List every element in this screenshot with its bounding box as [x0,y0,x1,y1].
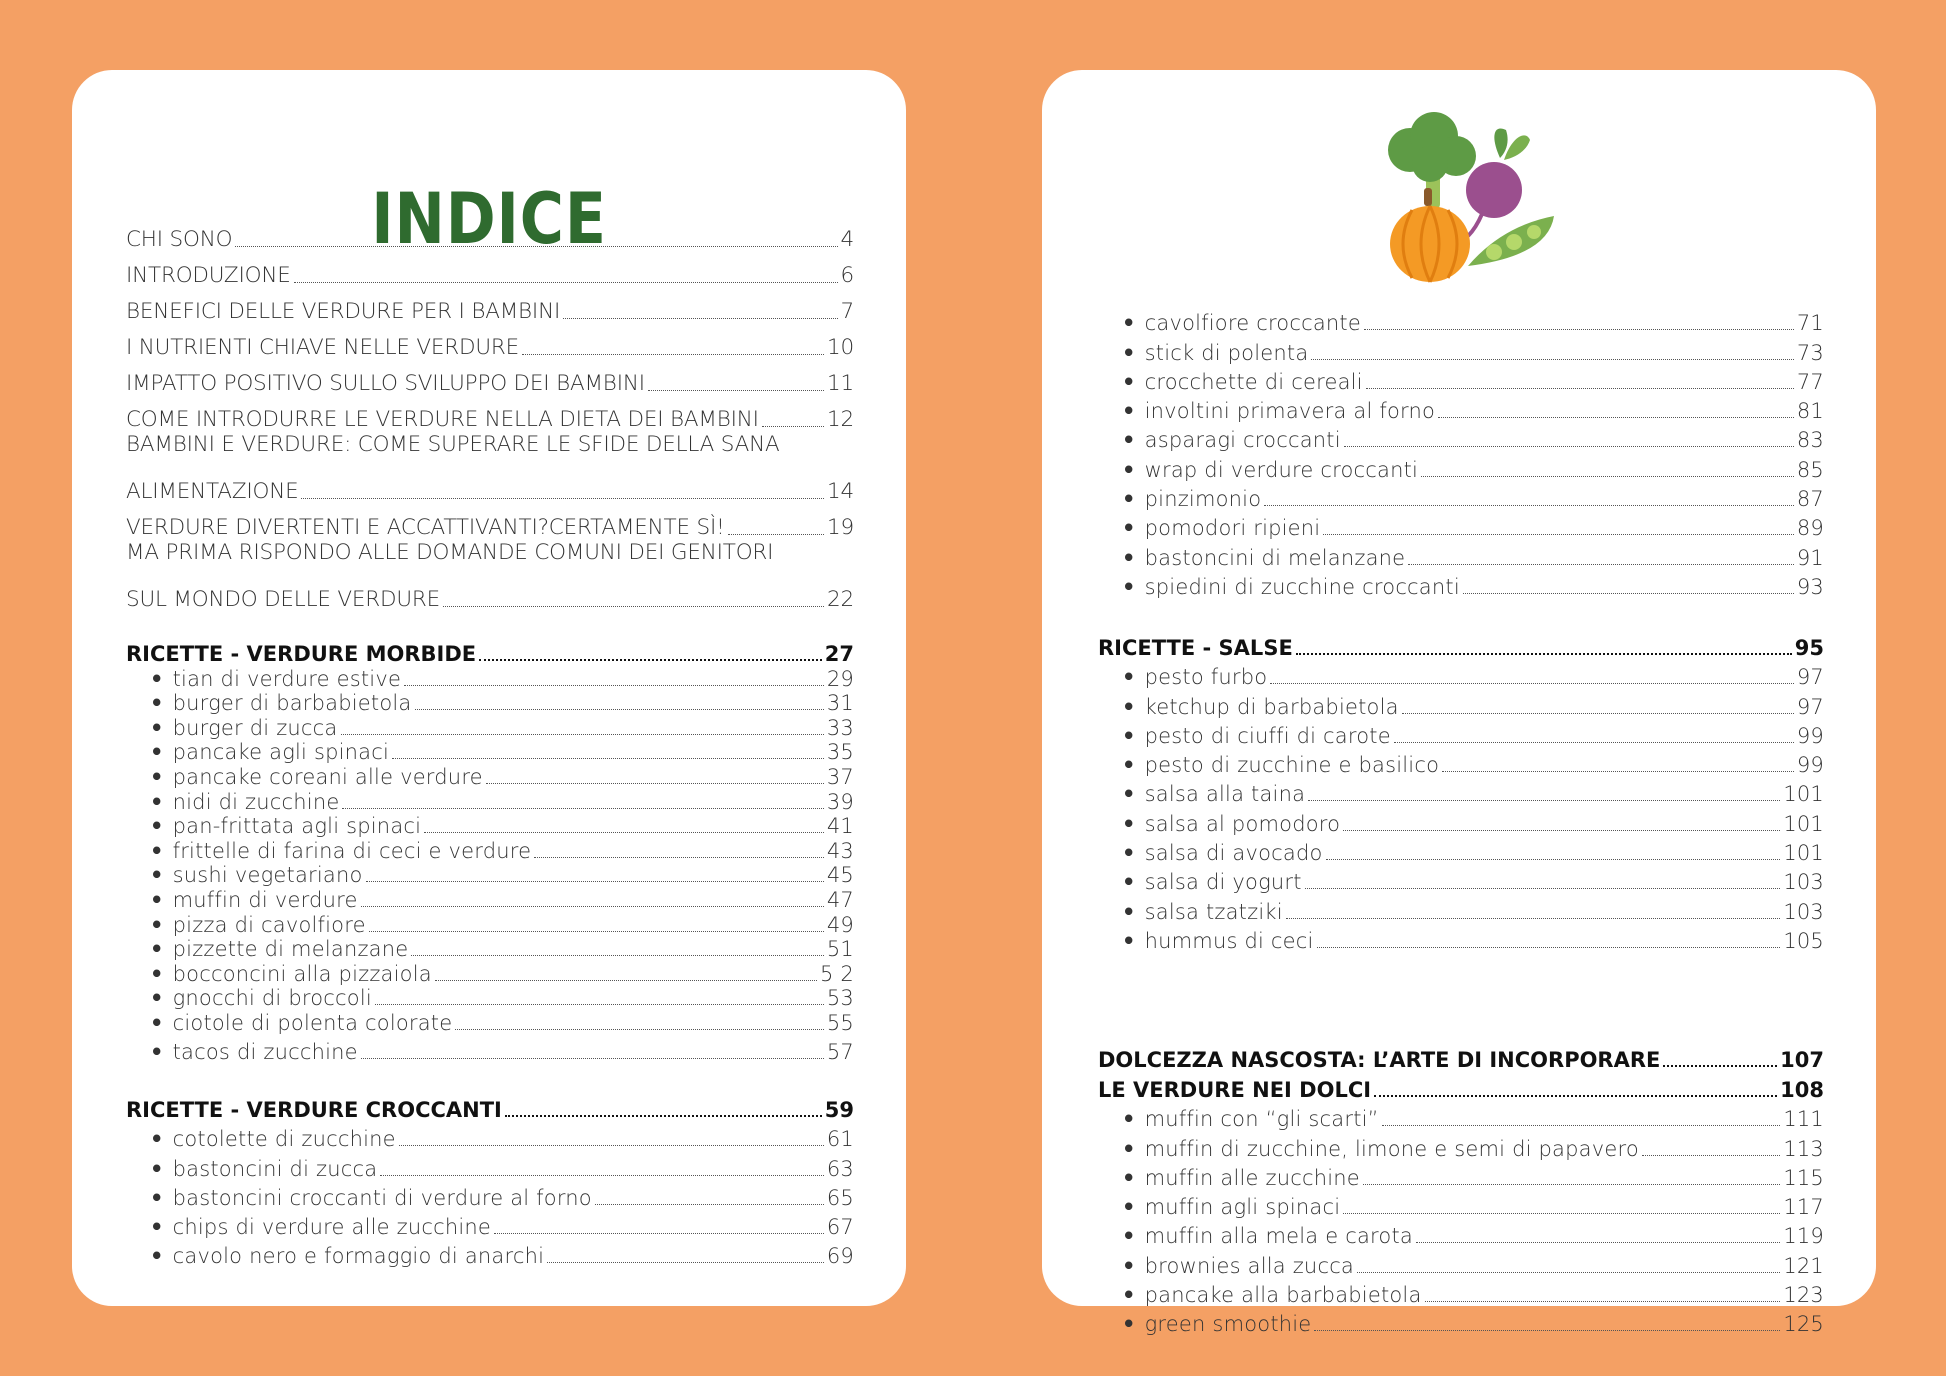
toc-item[interactable]: • bastoncini di zucca 63 [150,1156,854,1181]
toc-item[interactable]: • ketchup di barbabietola 97 [1122,694,1824,719]
toc-item[interactable]: • bastoncini croccanti di verdure al forno 65 [150,1185,854,1210]
toc-item[interactable]: • gnocchi di broccoli 53 [150,986,854,1011]
toc-item[interactable]: • pinzimonio 87 [1122,487,1824,512]
right-page [1042,70,1876,1337]
toc-salse [1098,630,1824,953]
toc-item[interactable]: • pan-frittata agli spinaci 41 [150,814,854,839]
toc-morbide [126,636,854,1064]
toc-item[interactable]: • salsa tzatziki 103 [1122,899,1824,924]
toc-item[interactable]: • crocchette di cereali 77 [1122,369,1824,394]
toc-entry[interactable]: INTRODUZIONE 6 [126,263,854,288]
toc-entry[interactable]: COME INTRODURRE LE VERDURE NELLA DIETA DEI BAMBINI 12 [126,407,854,432]
toc-item[interactable]: • pesto di ciuffi di carote 99 [1122,723,1824,748]
toc-item[interactable]: • salsa di yogurt 103 [1122,870,1824,895]
toc-entry[interactable]: SUL MONDO DELLE VERDURE 22 [126,587,854,612]
toc-item[interactable]: • salsa alla taina 101 [1122,782,1824,807]
toc-item[interactable]: • pancake alla barbabietola 123 [1122,1283,1824,1308]
toc-item[interactable]: • hummus di ceci 105 [1122,928,1824,953]
toc-item[interactable]: • muffin di zucchine, limone e semi di papavero 113 [1122,1136,1824,1161]
toc-entry[interactable]: BENEFICI DELLE VERDURE PER I BAMBINI 7 [126,299,854,324]
toc-item[interactable]: • pesto furbo 97 [1122,665,1824,690]
toc-entry-line1[interactable]: BAMBINI E VERDURE: COME SUPERARE LE SFIDE DELLA SANA [126,432,780,457]
toc-item[interactable]: • chips di verdure alle zucchine 67 [150,1215,854,1240]
section-heading-dolci-2[interactable]: LE VERDURE NEI DOLCI 108 [1098,1078,1824,1102]
toc-intro [126,216,854,612]
section-heading-croccanti[interactable]: RICETTE - VERDURE CROCCANTI 59 [126,1098,854,1122]
toc-item[interactable]: • brownies alla zucca 121 [1122,1253,1824,1278]
page-title: INDICE [371,178,607,260]
toc-item[interactable]: • involtini primavera al forno 81 [1122,399,1824,424]
toc-entry[interactable]: ALIMENTAZIONE 14 [126,479,854,504]
toc-item[interactable]: • cavolo nero e formaggio di anarchi 69 [150,1244,854,1269]
toc-croccanti-continued [1098,306,1824,599]
toc-item[interactable]: • frittelle di farina di ceci e verdure 43 [150,838,854,863]
toc-item[interactable]: • pomodori ripieni 89 [1122,516,1824,541]
toc-item[interactable]: • asparagi croccanti 83 [1122,428,1824,453]
toc-item[interactable]: • muffin di verdure 47 [150,887,854,912]
toc-item[interactable]: • tacos di zucchine 57 [150,1040,854,1065]
toc-entry[interactable]: I NUTRIENTI CHIAVE NELLE VERDURE 10 [126,335,854,360]
toc-entry[interactable]: IMPATTO POSITIVO SULLO SVILUPPO DEI BAMBINI 11 [126,371,854,396]
section-heading-salse[interactable]: RICETTE - SALSE 95 [1098,636,1824,660]
toc-item[interactable]: • salsa al pomodoro 101 [1122,811,1824,836]
toc-item[interactable]: • spiedini di zucchine croccanti 93 [1122,574,1824,599]
toc-item[interactable]: • pancake coreani alle verdure 37 [150,764,854,789]
toc-item[interactable]: • sushi vegetariano 45 [150,863,854,888]
vegetables-icon [1372,106,1562,286]
toc-dolci [1098,1042,1824,1336]
toc-item[interactable]: • cavolfiore croccante 71 [1122,311,1824,336]
toc-item[interactable]: • muffin con “gli scarti” 111 [1122,1107,1824,1132]
toc-entry[interactable]: CHI SONO 4 [126,227,854,252]
toc-croccanti [126,1092,854,1268]
toc-item[interactable]: • salsa di avocado 101 [1122,841,1824,866]
toc-entry[interactable]: VERDURE DIVERTENTI E ACCATTIVANTI?CERTAMENTE SÌ! 19 [126,515,854,540]
section-heading-morbide[interactable]: RICETTE - VERDURE MORBIDE 27 [126,642,854,666]
toc-item[interactable]: • pizza di cavolfiore 49 [150,912,854,937]
left-page [72,70,906,1306]
toc-item[interactable]: • nidi di zucchine 39 [150,789,854,814]
toc-item[interactable]: • bocconcini alla pizzaiola 5 2 [150,961,854,986]
toc-item[interactable]: • bastoncini di melanzane 91 [1122,545,1824,570]
toc-entry-line1[interactable]: MA PRIMA RISPONDO ALLE DOMANDE COMUNI DEI GENITORI [126,540,774,565]
toc-item[interactable]: • green smoothie 125 [1122,1312,1824,1337]
toc-item[interactable]: • muffin alle zucchine 115 [1122,1165,1824,1190]
toc-item[interactable]: • ciotole di polenta colorate 55 [150,1010,854,1035]
section-heading-dolci[interactable]: DOLCEZZA NASCOSTA: L’ARTE DI INCORPORARE 107 [1098,1048,1824,1072]
toc-item[interactable]: • tian di verdure estive 29 [150,666,854,691]
toc-item[interactable]: • stick di polenta 73 [1122,340,1824,365]
toc-item[interactable]: • pesto di zucchine e basilico 99 [1122,753,1824,778]
toc-item[interactable]: • wrap di verdure croccanti 85 [1122,457,1824,482]
toc-item[interactable]: • pancake agli spinaci 35 [150,740,854,765]
toc-item[interactable]: • pizzette di melanzane 51 [150,937,854,962]
toc-item[interactable]: • muffin alla mela e carota 119 [1122,1224,1824,1249]
toc-item[interactable]: • muffin agli spinaci 117 [1122,1195,1824,1220]
toc-item[interactable]: • cotolette di zucchine 61 [150,1127,854,1152]
toc-item[interactable]: • burger di barbabietola 31 [150,691,854,716]
toc-item[interactable]: • burger di zucca 33 [150,715,854,740]
